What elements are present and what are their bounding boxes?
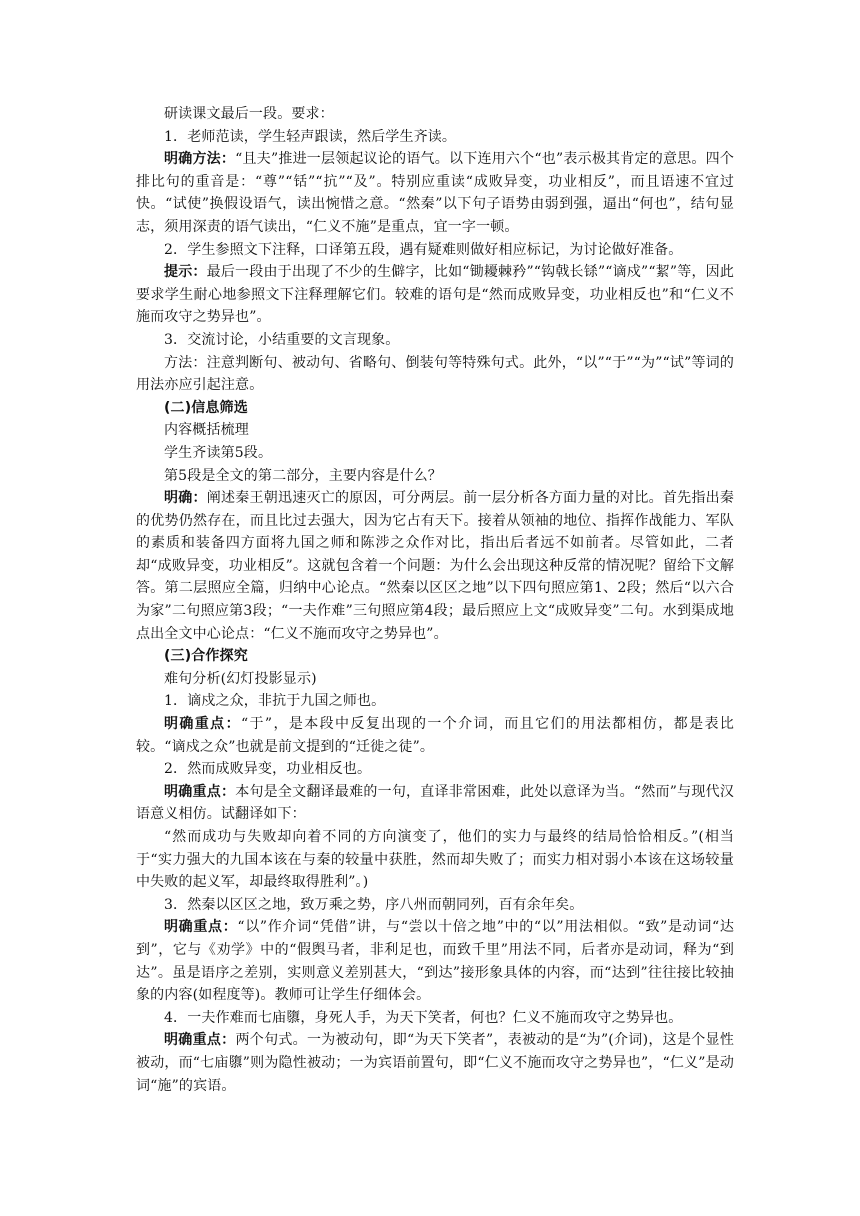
labeled-paragraph xyxy=(136,487,734,645)
paragraph-label: 明确方法： xyxy=(164,151,236,168)
labeled-paragraph xyxy=(136,713,734,758)
paragraph: 2．学生参照文下注释，口译第五段，遇有疑难则做好相应标记，为讨论做好准备。 xyxy=(164,241,683,258)
paragraph-label: 明确重点： xyxy=(164,919,238,936)
paragraph-text: 本句是全文翻译最难的一句，直译非常困难，此处以意译为当。“然而”与现代汉语意义相仿。试翻译如下： xyxy=(136,783,735,823)
paragraph-label: 明确重点： xyxy=(164,716,241,733)
paragraph: 3．然秦以区区之地，致万乘之势，序八州而朝同列，百有余年矣。 xyxy=(164,896,584,913)
paragraph: 1．谪戍之众，非抗于九国之师也。 xyxy=(164,693,386,710)
paragraph: 内容概括梳理 xyxy=(164,422,249,439)
paragraph-text: 阐述秦王朝迅速灭亡的原因，可分两层。前一层分析各方面力量的对比。首先指出秦的优势仍然存在，而且比过去强大，因为它占有天下。接着从领袖的地位、指挥作战能力、军队的素质和装备四方面将九国之师和陈涉之众作对比，指出后者远不如前者。尽管如此，二者却“成败异变，功业相反”。这就包含着一个问题：为什么会出现这种反常的情况呢？留给下文解答。第二层照应全篇，归纳中心论点。“然秦以区区之地”以下四句照应第1、2段；然后“以六合为家”二句照应第3段；“一夫作难”三句照应第4段；最后照应上文“成败异变”二句。水到渠成地点出全文中心论点：“仁义不施而攻守之势异也”。 xyxy=(136,490,734,642)
paragraph: 2．然而成败异变，功业相反也。 xyxy=(164,761,372,778)
paragraph: 1．老师范读，学生轻声跟读，然后学生齐读。 xyxy=(164,128,457,145)
labeled-paragraph xyxy=(136,261,734,329)
paragraph-label: 提示： xyxy=(164,264,207,281)
paragraph-text: “于”，是本段中反复出现的一个介词，而且它们的用法都相仿，都是表比较。“谪戍之众”也就是前文提到的“迁徙之徒”。 xyxy=(136,716,735,755)
paragraph: 学生齐读第5段。 xyxy=(164,444,273,461)
paragraph-text: “以”作介词“凭借”讲，与“尝以十倍之地”中的“以”用法相似。“致”是动词“达到”，它与《劝学》中的“假舆马者，非利足也，而致千里”用法不同，后者亦是动词，释为“到达”。虽是语序之差别，实则意义差别甚大，“到达”接形象具体的内容，而“达到”往往接比较抽象的内容(如程度等)。教师可让学生仔细体会。 xyxy=(136,919,735,1004)
paragraph-text: 最后一段由于出现了不少的生僻字，比如“锄耰棘矜”“钩戟长铩”“谪戍”“絜”等，因此要求学生耐心地参照文下注释理解它们。较难的语句是“然而成败异变，功业相反也”和“仁义不施而攻守之势异也”。 xyxy=(136,264,735,326)
paragraph: 3．交流讨论，小结重要的文言现象。 xyxy=(164,331,400,348)
paragraph: “然而成功与失败却向着不同的方向演变了，他们的实力与最终的结局恰恰相反。”(相当于“实力强大的九国本该在与秦的较量中获胜，然而却失败了；而实力相对弱小本该在这场较量中失败的起义军，却最终取得胜利”。) xyxy=(136,829,734,891)
paragraph: 4．一夫作难而七庙隳，身死人手，为天下笑者，何也？仁义不施而攻守之势异也。 xyxy=(164,1009,683,1026)
labeled-paragraph xyxy=(136,916,734,1006)
paragraph-label: 明确： xyxy=(164,490,207,507)
section-heading: (三)合作探究 xyxy=(164,648,248,665)
paragraph: 难句分析(幻灯投影显示) xyxy=(164,670,317,687)
labeled-paragraph xyxy=(136,781,734,826)
paragraph-label: 明确重点： xyxy=(164,1032,236,1049)
section-heading: (二)信息筛选 xyxy=(164,399,248,416)
paragraph: 研读课文最后一段。要求： xyxy=(164,106,334,122)
paragraph-text: “且夫”推进一层领起议论的语气。以下连用六个“也”表示极其肯定的意思。四个排比句的重音是：“尊”“铦”“抗”“及”。特别应重读“成败异变，功业相反”，而且语速不宜过快。“试使”换假设语气，读出惋惜之意。“然秦”以下句子语势由弱到强，逼出“何也”，结句显志，须用深责的语气读出，“仁义不施”是重点，宜一字一顿。 xyxy=(136,151,734,235)
paragraph: 方法：注意判断句、被动句、省略句、倒装句等特殊句式。此外，“以”“于”“为”“试”等词的用法亦应引起注意。 xyxy=(136,354,734,394)
paragraph: 第5段是全文的第二部分，主要内容是什么？ xyxy=(164,467,442,484)
document-body xyxy=(136,103,734,1097)
labeled-paragraph xyxy=(136,1029,734,1097)
paragraph-label: 明确重点： xyxy=(164,783,236,800)
paragraph-text: 两个句式。一为被动句，即“为天下笑者”，表被动的是“为”(介词)，这是个显性被动，而“七庙隳”则为隐性被动；一为宾语前置句，即“仁义不施而攻守之势异也”，“仁义”是动词“施”的宾语。 xyxy=(136,1032,734,1094)
labeled-paragraph xyxy=(136,148,734,238)
